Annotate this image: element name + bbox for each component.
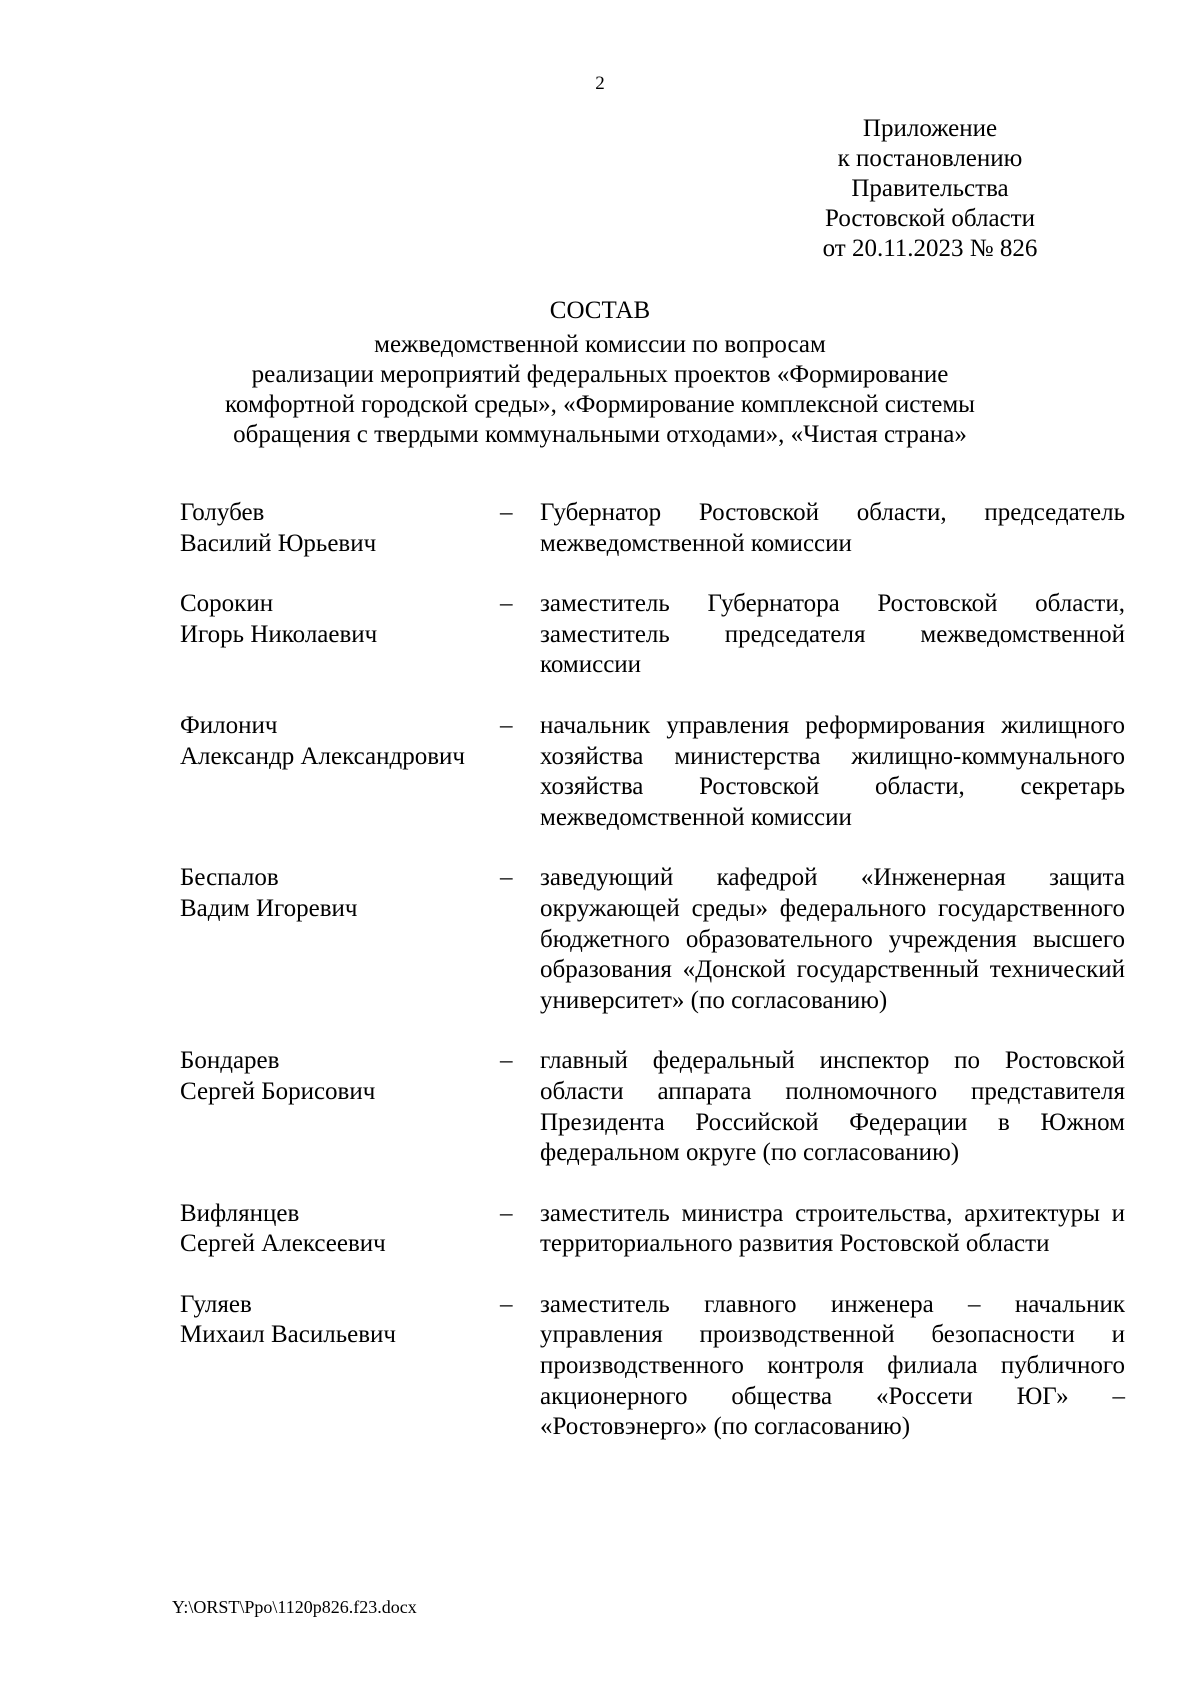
member-given-names: Михаил Васильевич	[180, 1321, 396, 1349]
member-dash: –	[500, 1290, 513, 1318]
member-dash: –	[500, 711, 513, 739]
member-given-names: Вадим Игоревич	[180, 894, 358, 922]
member-role: заместитель Губернатора Ростовской области, заместитель председателя межведомственной комиссии	[540, 590, 1125, 679]
member-name	[180, 1046, 500, 1168]
appendix-line: Приложение	[862, 115, 998, 142]
appendix-line: Правительства	[851, 175, 1009, 202]
member-surname: Вифлянцев	[180, 1199, 300, 1227]
member-dash: –	[500, 1199, 513, 1227]
subtitle-line: обращения с твердыми коммунальными отходами», «Чистая страна»	[233, 421, 967, 448]
subtitle-line: межведомственной комиссии по вопросам	[374, 331, 826, 358]
member-role: заместитель главного инженера – начальник управления производственной безопасности и производственного контроля филиала публичного акционерного общества «Россети ЮГ» – «Ростовэнерго» (по согласованию)	[540, 1290, 1125, 1441]
footer-file-path: Y:\ORST\Ppo\1120p826.f23.docx	[172, 1597, 417, 1617]
member-surname: Сорокин	[180, 590, 274, 618]
subtitle-line: комфортной городской среды», «Формирование комплексной системы	[225, 391, 975, 418]
member-dash: –	[500, 1047, 513, 1075]
member-dash: –	[500, 590, 513, 618]
member-entry	[180, 1290, 1125, 1443]
member-role: заместитель министра строительства, архитектуры и территориального развития Ростовской области	[540, 1199, 1125, 1258]
appendix-line: к постановлению	[837, 145, 1023, 172]
member-dash: –	[500, 499, 513, 526]
member-entry	[180, 1199, 1125, 1260]
member-role: начальник управления реформирования жилищного хозяйства министерства жилищно-коммунального хозяйства Ростовской области, секретарь межведомственной комиссии	[540, 711, 1125, 831]
member-role: Губернатор Ростовской области, председатель межведомственной комиссии	[540, 499, 1125, 557]
member-role: заведующий кафедрой «Инженерная защита окружающей среды» федерального государственного бюджетного образовательного учреждения высшего образования «Донской государственный технический университет» (по согласованию)	[540, 864, 1125, 1014]
member-given-names: Сергей Алексеевич	[180, 1230, 386, 1258]
member-surname: Бондарев	[180, 1047, 280, 1075]
member-dash: –	[500, 864, 513, 892]
member-name	[180, 589, 500, 681]
subtitle-line: реализации мероприятий федеральных проектов «Формирование	[251, 361, 949, 388]
member-entry	[180, 863, 1125, 1016]
member-name	[180, 1290, 500, 1443]
member-role: главный федеральный инспектор по Ростовской области аппарата полномочного представителя Президента Российской Федерации в Южном федеральном округе (по согласованию)	[540, 1047, 1125, 1167]
member-surname: Филонич	[180, 711, 278, 739]
appendix-line: от 20.11.2023 № 826	[822, 235, 1038, 262]
member-entry	[180, 589, 1125, 681]
member-entry	[180, 711, 1125, 833]
member-entry	[180, 1046, 1125, 1168]
document-subtitle	[150, 330, 1050, 450]
member-name	[180, 498, 500, 559]
member-given-names: Игорь Николаевич	[180, 620, 378, 648]
member-given-names: Василий Юрьевич	[180, 529, 377, 557]
members-list	[180, 498, 1125, 1473]
member-name	[180, 1199, 500, 1260]
member-given-names: Сергей Борисович	[180, 1077, 376, 1105]
member-name	[180, 863, 500, 1016]
appendix-block	[790, 114, 1070, 264]
appendix-line: Ростовской области	[825, 205, 1035, 232]
member-surname: Беспалов	[180, 864, 279, 892]
member-name	[180, 711, 500, 833]
page-number: 2	[595, 73, 605, 94]
member-surname: Гуляев	[180, 1290, 252, 1318]
member-entry	[180, 498, 1125, 559]
document-title: СОСТАВ	[549, 297, 651, 324]
member-given-names: Александр Александрович	[180, 742, 465, 770]
member-surname: Голубев	[180, 499, 265, 526]
